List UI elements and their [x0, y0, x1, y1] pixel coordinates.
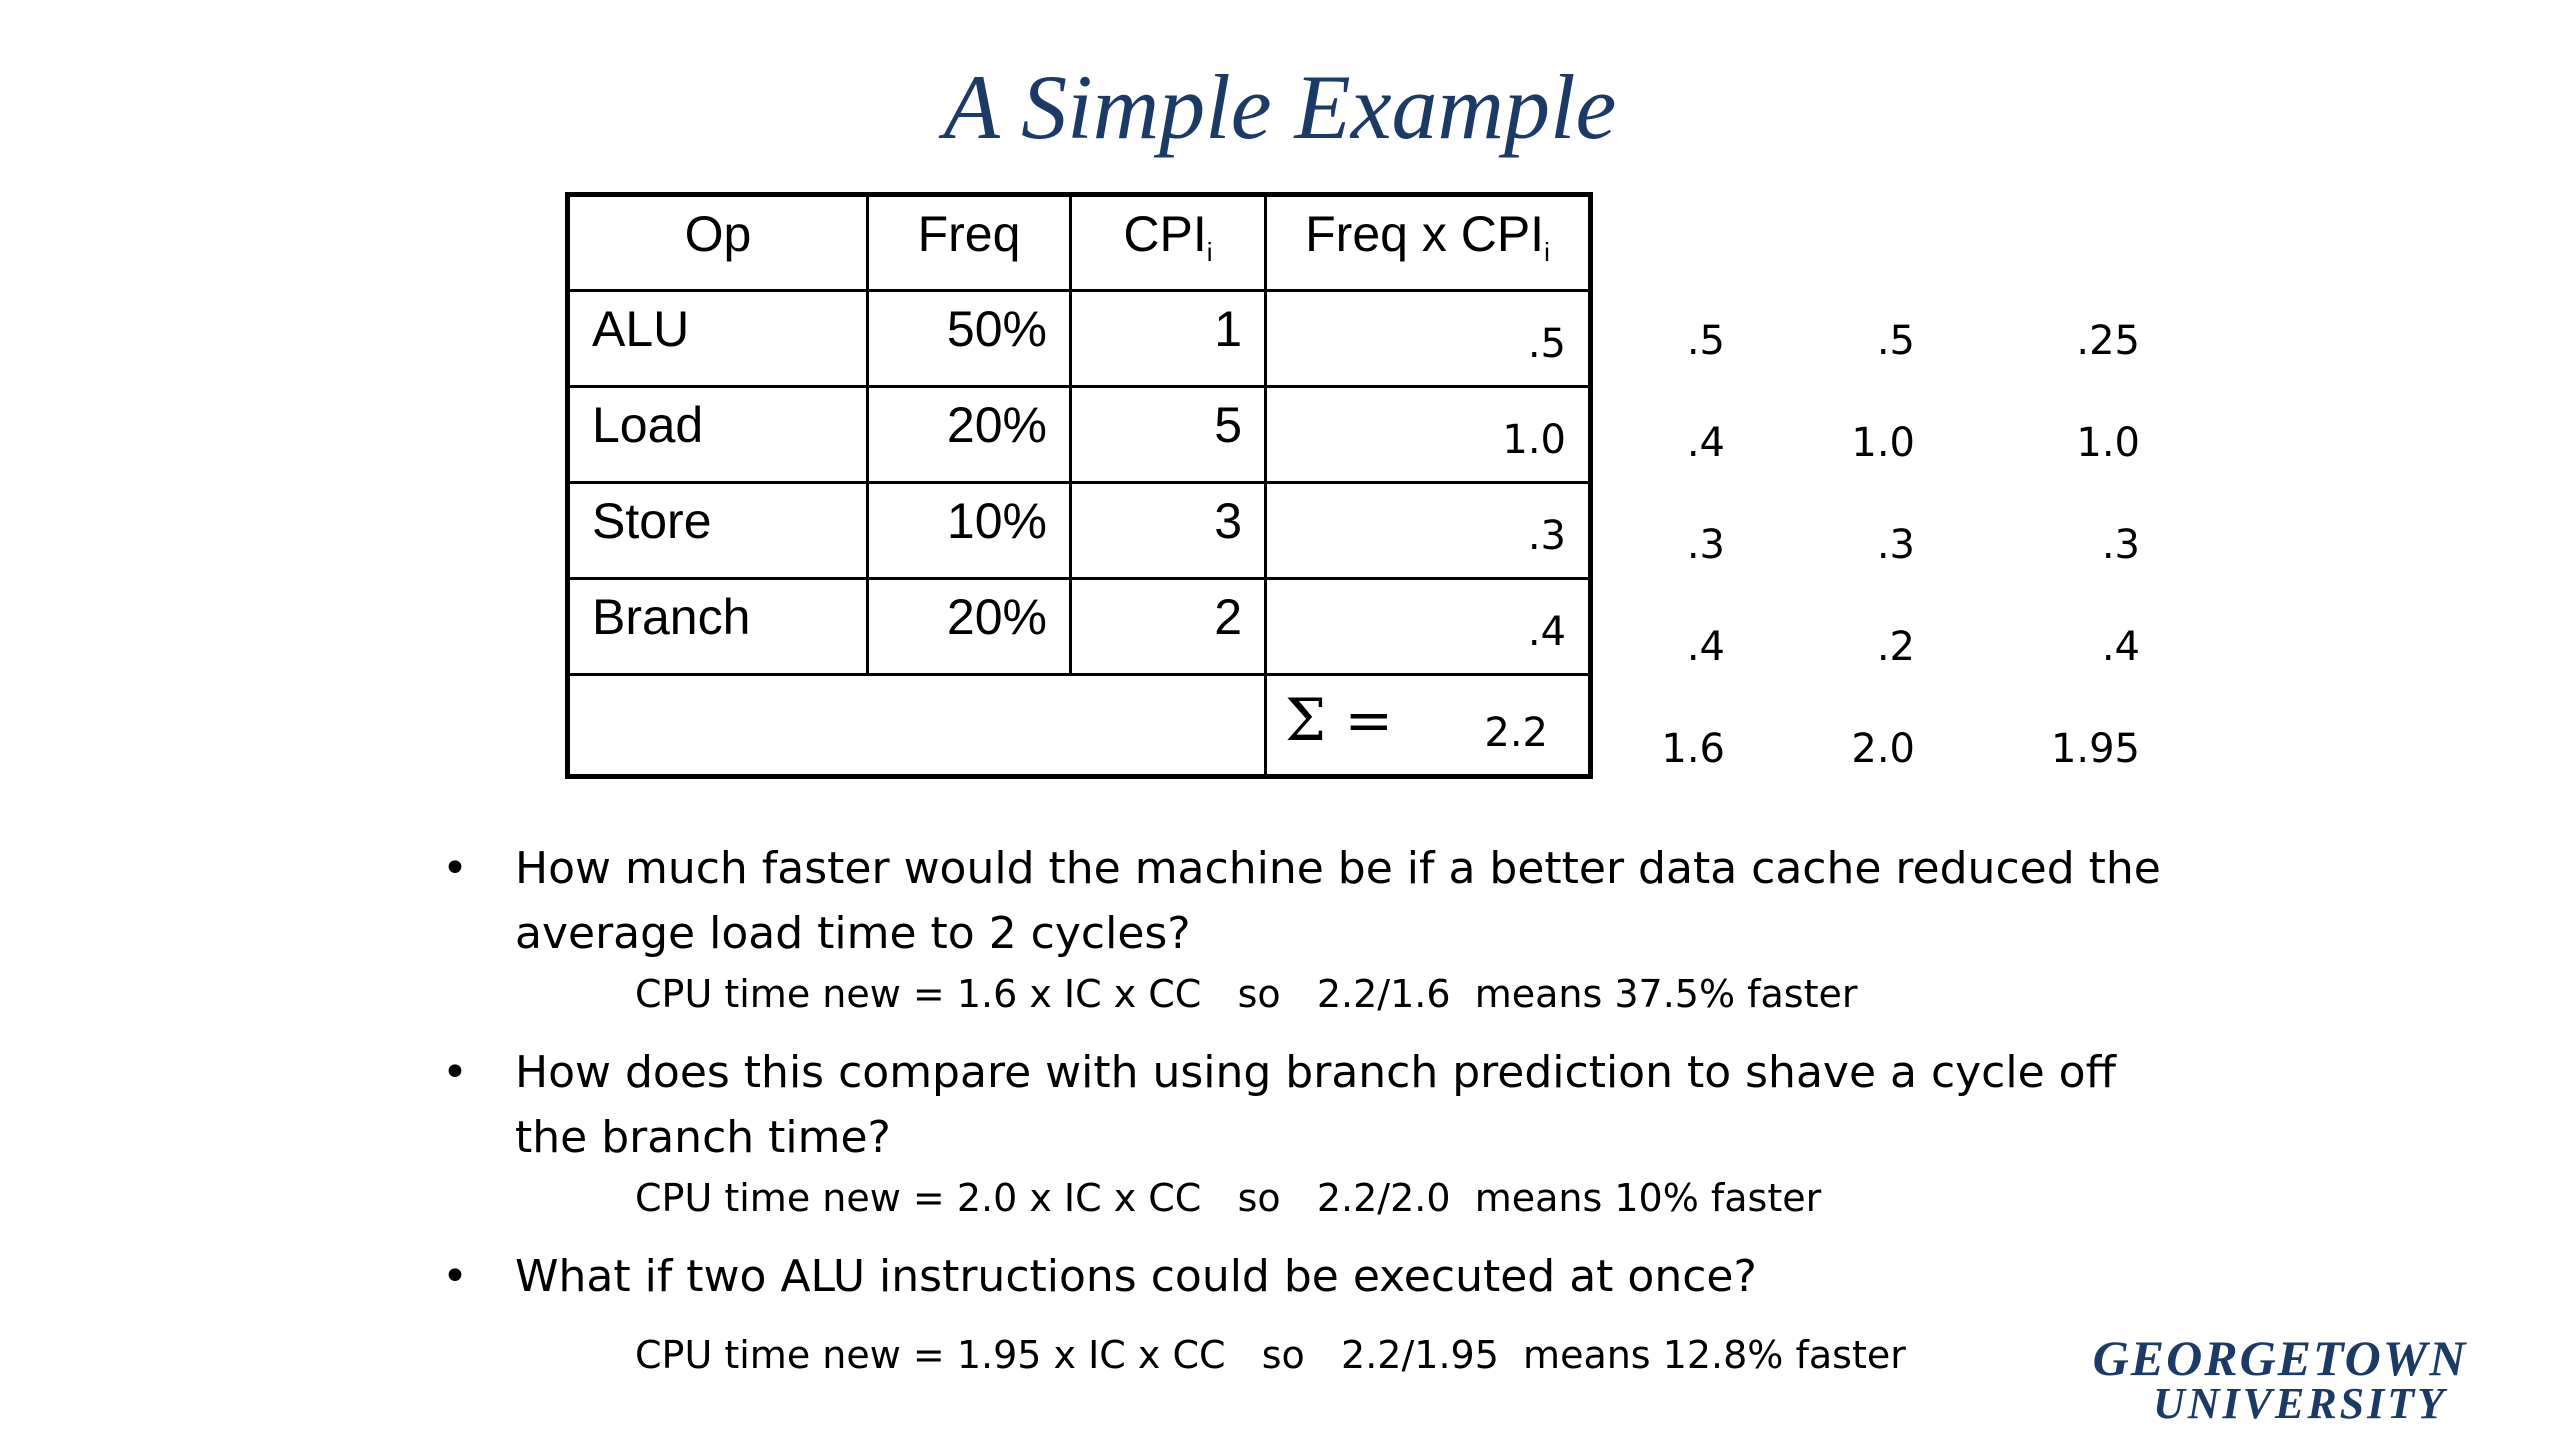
answer-text: CPU time new = 1.95 x IC x CC so 2.2/1.95 means 12.8% faster [635, 1333, 1906, 1377]
cell-op: Load [568, 387, 868, 483]
table-row [568, 291, 1591, 387]
cell-freq: 20% [868, 387, 1071, 483]
header-op: Op [568, 195, 868, 291]
instruction-mix-table [565, 192, 1593, 779]
side-value: .5 [1686, 318, 1725, 364]
cell-cpi: 2 [1071, 579, 1266, 675]
side-value: .3 [2101, 522, 2140, 568]
cell-cpi: 5 [1071, 387, 1266, 483]
sum-row-blank [568, 675, 1266, 777]
sigma-symbol: Σ = [1285, 686, 1394, 754]
side-value: .4 [1686, 420, 1725, 466]
bullet-question [430, 1244, 2190, 1309]
side-value: .4 [2101, 624, 2140, 670]
cell-product: .4 [1266, 579, 1591, 675]
cell-op: Branch [568, 579, 868, 675]
table-row [568, 387, 1591, 483]
side-value: 1.0 [2076, 420, 2140, 466]
logo-line-1: GEORGETOWN [2092, 1330, 2468, 1386]
slide-title: A Simple Example [943, 56, 1617, 158]
table-header-row [568, 195, 1591, 291]
answer-text: CPU time new = 2.0 x IC x CC so 2.2/2.0 means 10% faster [635, 1176, 1822, 1220]
side-value: .3 [1686, 522, 1725, 568]
cell-op: ALU [568, 291, 868, 387]
question-list [430, 836, 2190, 1401]
side-value: .3 [1876, 522, 1915, 568]
cell-freq: 10% [868, 483, 1071, 579]
header-cpi [1071, 195, 1266, 291]
side-value: 1.0 [1851, 420, 1915, 466]
side-value: .5 [1876, 318, 1915, 364]
cell-op: Store [568, 483, 868, 579]
question-text: What if two ALU instructions could be executed at once? [515, 1251, 1757, 1302]
cell-product: 1.0 [1266, 387, 1591, 483]
side-sum-value: 1.95 [2050, 726, 2140, 772]
table-row [568, 483, 1591, 579]
header-cpi-subscript: i [1206, 237, 1213, 267]
header-prod-subscript: i [1544, 237, 1550, 267]
side-sum-value: 2.0 [1851, 726, 1915, 772]
side-value: .25 [2076, 318, 2140, 364]
bullet-question [430, 836, 2190, 966]
sum-value: 2.2 [1484, 710, 1548, 756]
cell-cpi: 1 [1071, 291, 1266, 387]
bullet-icon: • [442, 1251, 468, 1302]
question-text: How does this compare with using branch prediction to shave a cycle off the branch time? [515, 1047, 2116, 1163]
bullet-icon: • [442, 843, 468, 894]
side-value: .4 [1686, 624, 1725, 670]
bullet-question [430, 1040, 2190, 1170]
header-freq: Freq [868, 195, 1071, 291]
answer-text: CPU time new = 1.6 x IC x CC so 2.2/1.6 means 37.5% faster [635, 972, 1858, 1016]
bullet-icon: • [442, 1047, 468, 1098]
side-sum-value: 1.6 [1661, 726, 1725, 772]
header-prod-label: Freq x CPI [1305, 206, 1545, 262]
cell-product: .3 [1266, 483, 1591, 579]
table-sum-row [568, 675, 1591, 777]
table-row [568, 579, 1591, 675]
logo-line-2: UNIVERSITY [2152, 1379, 2448, 1428]
cell-freq: 20% [868, 579, 1071, 675]
side-value: .2 [1876, 624, 1915, 670]
cell-product: .5 [1266, 291, 1591, 387]
georgetown-logo [2030, 1330, 2530, 1428]
cell-cpi: 3 [1071, 483, 1266, 579]
header-freq-x-cpi [1266, 195, 1591, 291]
cell-freq: 50% [868, 291, 1071, 387]
header-cpi-label: CPI [1123, 206, 1207, 262]
sum-cell [1266, 675, 1591, 777]
question-text: How much faster would the machine be if a better data cache reduced the average load time to 2 cycles? [515, 843, 2161, 959]
